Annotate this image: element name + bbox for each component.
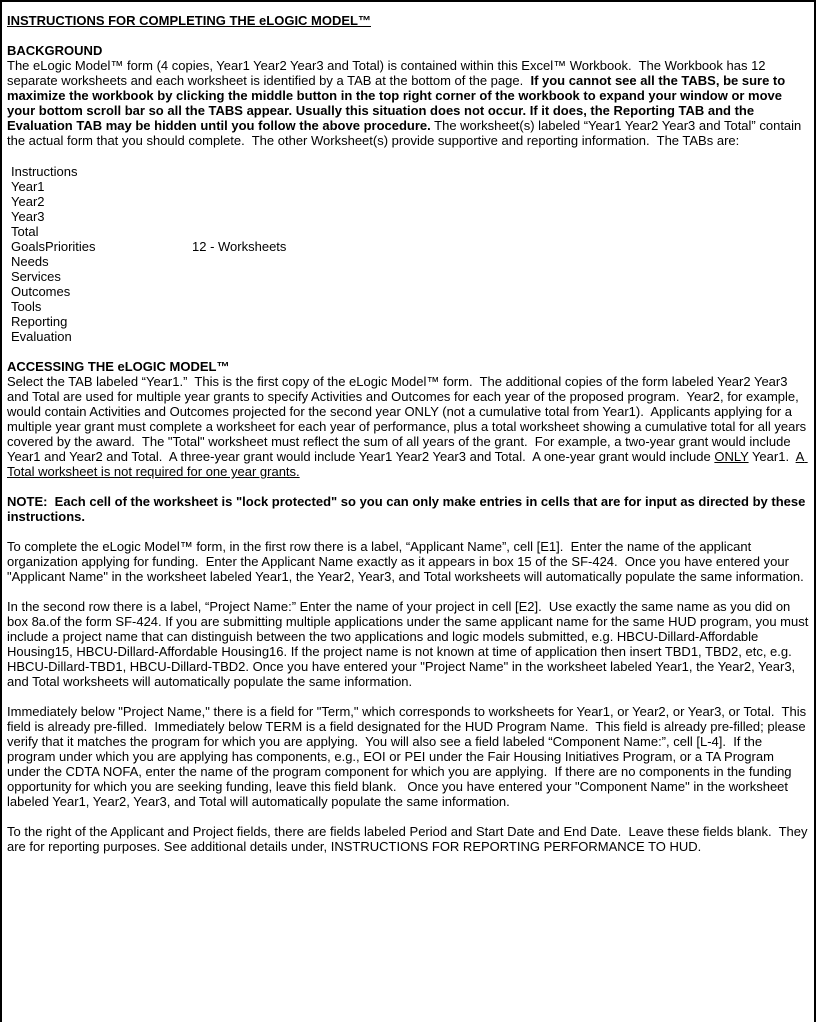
tab-list-item-instructions [11, 164, 810, 179]
tab-list-item-year3 [11, 209, 810, 224]
tab-label: Instructions [11, 164, 78, 179]
tab-list-item-total [11, 224, 810, 239]
tab-label: Year3 [11, 209, 45, 224]
tab-list-item-goalspriorities [11, 239, 810, 254]
lock-protected-note: NOTE: Each cell of the worksheet is "lock protected" so you can only make entries in cells that are for input as directed by these instructions. [7, 494, 809, 524]
tab-label: Evaluation [11, 329, 72, 344]
project-name-paragraph: In the second row there is a label, “Project Name:” Enter the name of your project in cell [E2]. Use exactly the same name as you did on box 8a.of the form SF-424. If you are submitting multiple applications under the same applicant name for the same HUD program, you must include a project name that can distinguish between the two applications and logic models submitted, e.g. HBCU-Dillard-Affordable Housing15, HBCU-Dillard-Affordable Housing16. If the project name is not known at time of application then insert TBD1, TBD2, etc, e.g. HBCU-Dillard-TBD1, HBCU-Dillard-TBD2. Once you have entered your "Project Name" in the worksheet labeled Year1, the Year2, Year3, and Total worksheets will automatically populate the same information. [7, 599, 812, 689]
background-text-intro: The eLogic Model™ form (4 copies, Year1 Year2 Year3 and Total) is contained within this Excel™ Workbook. The Workbook has 12 separate worksheets and each worksheet is identified by a TAB at the bottom of the page. [7, 58, 770, 88]
tab-list-item-needs [11, 254, 810, 269]
accessing-text-mid: Year1. [748, 449, 796, 464]
tab-list-item-year2 [11, 194, 810, 209]
tab-label: Needs [11, 254, 49, 269]
background-heading: BACKGROUND [7, 43, 103, 58]
tab-list-item-outcomes [11, 284, 810, 299]
tab-label: Year2 [11, 194, 45, 209]
tab-list-item-tools [11, 299, 810, 314]
tab-label: Reporting [11, 314, 68, 329]
accessing-text-main: Select the TAB labeled “Year1.” This is the first copy of the eLogic Model™ form. The additional copies of the form labeled Year2 Year3 and Total are used for multiple year grants to specify Activities and Outcomes for each year of the proposed program. Year2, for example, would contain Activities and Outcomes projected for the second year ONLY (not a cumulative total from Year1). Applicants applying for a multiple year grant must complete a worksheet for each year of performance, plus a total worksheet showing a cumulative total for all years covered by the award. The "Total" worksheet must reflect the sum of all years of the grant. For example, a two-year grant would include Year1 and Year2 and Total. A three-year grant would include Year1 Year2 Year3 and Total. A one-year grant would include [7, 374, 810, 464]
accessing-heading: ACCESSING THE eLOGIC MODEL™ [7, 359, 230, 374]
accessing-paragraph [7, 374, 810, 479]
tab-label: Year1 [11, 179, 45, 194]
background-text-after: The worksheet(s) labeled “Year1 Year2 Year3 and Total” contain the actual form that you should complete. The other Worksheet(s) provide supportive and reporting information. The TABs are: [7, 118, 805, 148]
tab-list-item-evaluation [11, 329, 810, 344]
background-paragraph [7, 58, 810, 148]
term-component-paragraph: Immediately below "Project Name," there is a field for "Term," which corresponds to worksheets for Year1, or Year2, or Year3, or Total. This field is already pre-filled. Immediately below TERM is a field designated for the HUD Program Name. This field is already pre-filled; please verify that it matches the program for which you are applying. You will also see a field labeled “Component Name:”, cell [L-4]. If the program under which you are applying has components, e.g., EOI or PEI under the Fair Housing Initiatives Program, or a TA Program under the CDTA NOFA, enter the name of the program component for which you are applying. If there are no components in the funding opportunity for which you are seeking funding, leave this field blank. Once you have entered your "Component Name" in the worksheet labeled Year1, Year2, Year3, and Total will automatically populate the same information. [7, 704, 810, 809]
accessing-text-only-underlined: ONLY [714, 449, 749, 464]
period-dates-paragraph: To the right of the Applicant and Project fields, there are fields labeled Period and Start Date and End Date. Leave these fields blank. They are for reporting purposes. See additional details under, INSTRUCTIONS FOR REPORTING PERFORMANCE TO HUD. [7, 824, 812, 854]
tab-label: Services [11, 269, 61, 284]
accessing-text-rule-underlined: A Total worksheet is not required for one year grants. [7, 449, 808, 479]
document-title: INSTRUCTIONS FOR COMPLETING THE eLOGIC MODEL™ [7, 13, 371, 28]
worksheet-tab-list [7, 164, 810, 344]
applicant-name-paragraph: To complete the eLogic Model™ form, in the first row there is a label, “Applicant Name”, cell [E1]. Enter the name of the applicant organization applying for funding. Enter the Applicant Name exactly as it appears in box 15 of the SF-424. Once you have entered your "Applicant Name" in the worksheet labeled Year1, the Year2, Year3, and Total worksheets will automatically populate the same information. [7, 539, 804, 584]
tab-label: Total [11, 224, 39, 239]
worksheet-count-label: 12 - Worksheets [192, 239, 287, 254]
tab-label: Tools [11, 299, 42, 314]
tab-list-item-services [11, 269, 810, 284]
tab-label: GoalsPriorities [11, 239, 96, 254]
background-text-bold-warning: If you cannot see all the TABS, be sure to maximize the workbook by clicking the middle button in the top right corner of the workbook to expand your window or move your bottom scroll bar so all the TABS appear. Usually this situation does not occur. If it does, the Reporting TAB and the Evaluation TAB may be hidden until you follow the above procedure. [7, 73, 789, 133]
background-section [7, 43, 810, 148]
tab-list-item-year1 [11, 179, 810, 194]
tab-list-item-reporting [11, 314, 810, 329]
tab-label: Outcomes [11, 284, 71, 299]
accessing-section [7, 359, 810, 479]
